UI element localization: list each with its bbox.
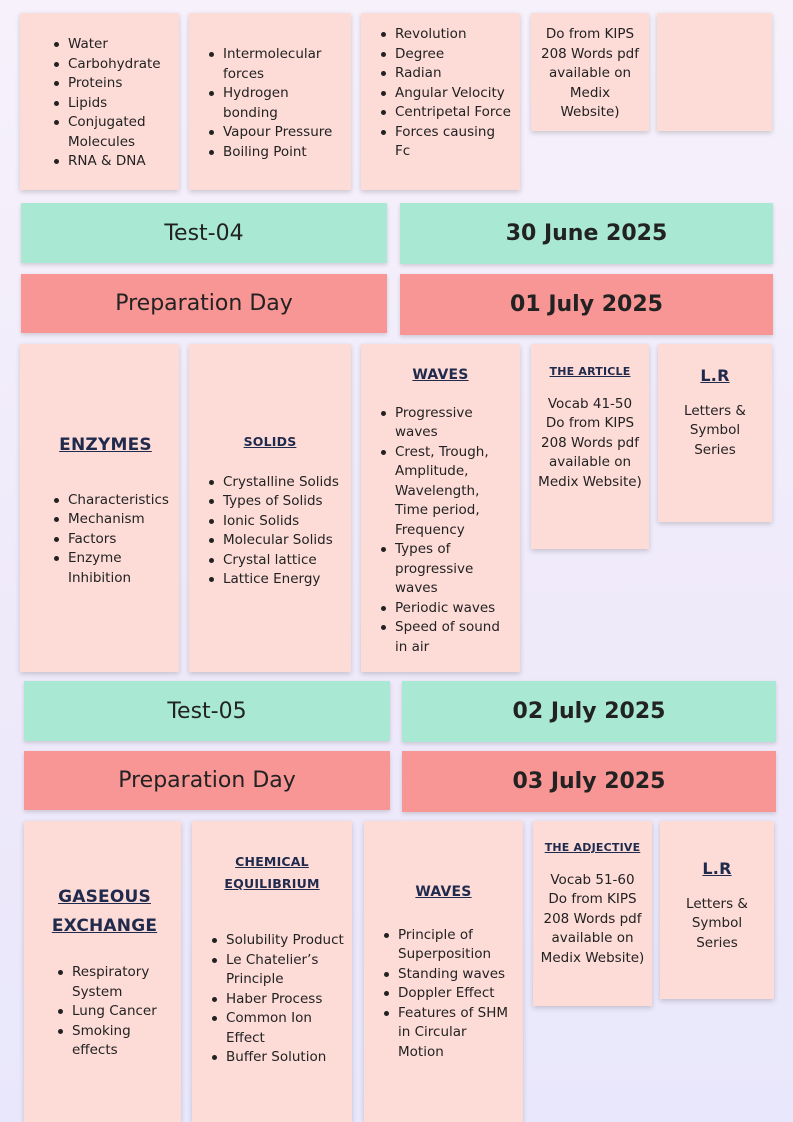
list-item: Types of Solids [209,492,343,512]
topic-list [384,926,515,1063]
list-item: Principle of Superposition [384,926,515,965]
topic-list [54,35,169,172]
list-item: Crest, Trough, Amplitude, Wavelength, Time period, Frequency [381,443,512,541]
list-item: Speed of sound in air [381,618,512,657]
list-item: Solubility Product [212,931,344,951]
card-title: WAVES [412,367,469,383]
topic-card-english [531,13,649,131]
list-item: Intermolecular forces [209,45,343,84]
list-item: Enzyme Inhibition [54,549,171,588]
topic-card-physics [361,13,520,190]
test-label-bar [24,681,390,741]
list-item: Lung Cancer [58,1002,173,1022]
card-title: GASEOUS EXCHANGE [51,887,158,936]
preparation-date-bar [400,274,773,335]
test-date: 30 June 2025 [505,221,668,246]
preparation-date: 03 July 2025 [512,769,666,794]
topic-card-logical-reasoning [658,344,772,522]
topic-card-chemistry [189,13,351,190]
topic-list [381,404,512,658]
list-item: Conjugated Molecules [54,113,169,152]
list-item: Progressive waves [381,404,512,443]
list-item: Lattice Energy [209,570,343,590]
list-item: Common Ion Effect [212,1009,344,1048]
list-item: Revolution [381,25,512,45]
topic-list [58,963,173,1061]
preparation-date: 01 July 2025 [510,292,663,317]
list-item: Characteristics [54,491,171,511]
topic-list [212,931,344,1068]
list-item: Standing waves [384,965,515,985]
list-item: Factors [54,530,171,550]
list-item: Proteins [54,74,169,94]
list-item: Periodic waves [381,599,512,619]
list-item: Haber Process [212,990,344,1010]
list-item: Respiratory System [58,963,173,1002]
topic-list [209,473,343,590]
preparation-label-bar [21,274,387,333]
topic-card-biology [24,821,181,1122]
topic-card-physics [361,344,520,672]
card-title: THE ARTICLE [549,365,631,378]
topic-list [381,25,512,162]
topic-card-biology [20,344,179,672]
list-item: Mechanism [54,510,171,530]
list-item: Boiling Point [209,143,343,163]
topic-card-chemistry [192,821,352,1122]
list-item: Types of progressive waves [381,540,512,599]
list-item: Degree [381,45,512,65]
list-item: Doppler Effect [384,984,515,1004]
test-date-bar [400,203,773,264]
test-label: Test-05 [167,698,247,724]
list-item: Forces causing Fc [381,123,512,162]
test-label: Test-04 [164,220,244,246]
list-item: Carbohydrate [54,55,169,75]
preparation-label: Preparation Day [118,768,296,793]
list-item: Le Chatelier’s Principle [212,951,344,990]
list-item: Radian [381,64,512,84]
list-item: Water [54,35,169,55]
list-item: Ionic Solids [209,512,343,532]
card-text: Letters & Symbol Series [684,402,746,458]
topic-list [209,45,343,162]
list-item: Smoking effects [58,1022,173,1061]
topic-card-biology [20,13,179,190]
card-title: WAVES [415,884,472,900]
card-text: Letters & Symbol Series [686,895,748,951]
list-item: Lipids [54,94,169,114]
preparation-label-bar [24,751,390,810]
topic-list [54,491,171,589]
topic-card-english [531,344,649,549]
list-item: Hydrogen bonding [209,84,343,123]
list-item: Features of SHM in Circular Motion [384,1004,515,1063]
list-item: Centripetal Force [381,103,512,123]
topic-card-logical-reasoning [660,821,774,999]
preparation-label: Preparation Day [115,291,293,316]
list-item: Molecular Solids [209,531,343,551]
topic-card-empty [657,13,772,131]
card-text: Vocab 41-50 Do from KIPS 208 Words pdf available on Medix Website) [538,395,642,490]
list-item: RNA & DNA [54,152,169,172]
card-title: SOLIDS [243,434,297,449]
list-item: Crystal lattice [209,551,343,571]
topic-card-english [533,821,652,1006]
list-item: Crystalline Solids [209,473,343,493]
list-item: Vapour Pressure [209,123,343,143]
test-date-bar [402,681,776,742]
card-title: L.R [702,859,732,878]
card-text: Vocab 51-60 Do from KIPS 208 Words pdf available on Medix Website) [540,871,645,966]
card-title: THE ADJECTIVE [544,841,641,854]
topic-card-physics [364,821,523,1122]
card-title: CHEMICAL EQUILIBRIUM [224,854,320,891]
topic-card-chemistry [189,344,351,672]
test-label-bar [21,203,387,263]
list-item: Buffer Solution [212,1048,344,1068]
card-title: ENZYMES [59,435,152,455]
card-title: L.R [700,366,730,385]
test-date: 02 July 2025 [512,699,666,724]
card-text: Do from KIPS 208 Words pdf available on Medix Website) [541,26,639,120]
list-item: Angular Velocity [381,84,512,104]
preparation-date-bar [402,751,776,812]
